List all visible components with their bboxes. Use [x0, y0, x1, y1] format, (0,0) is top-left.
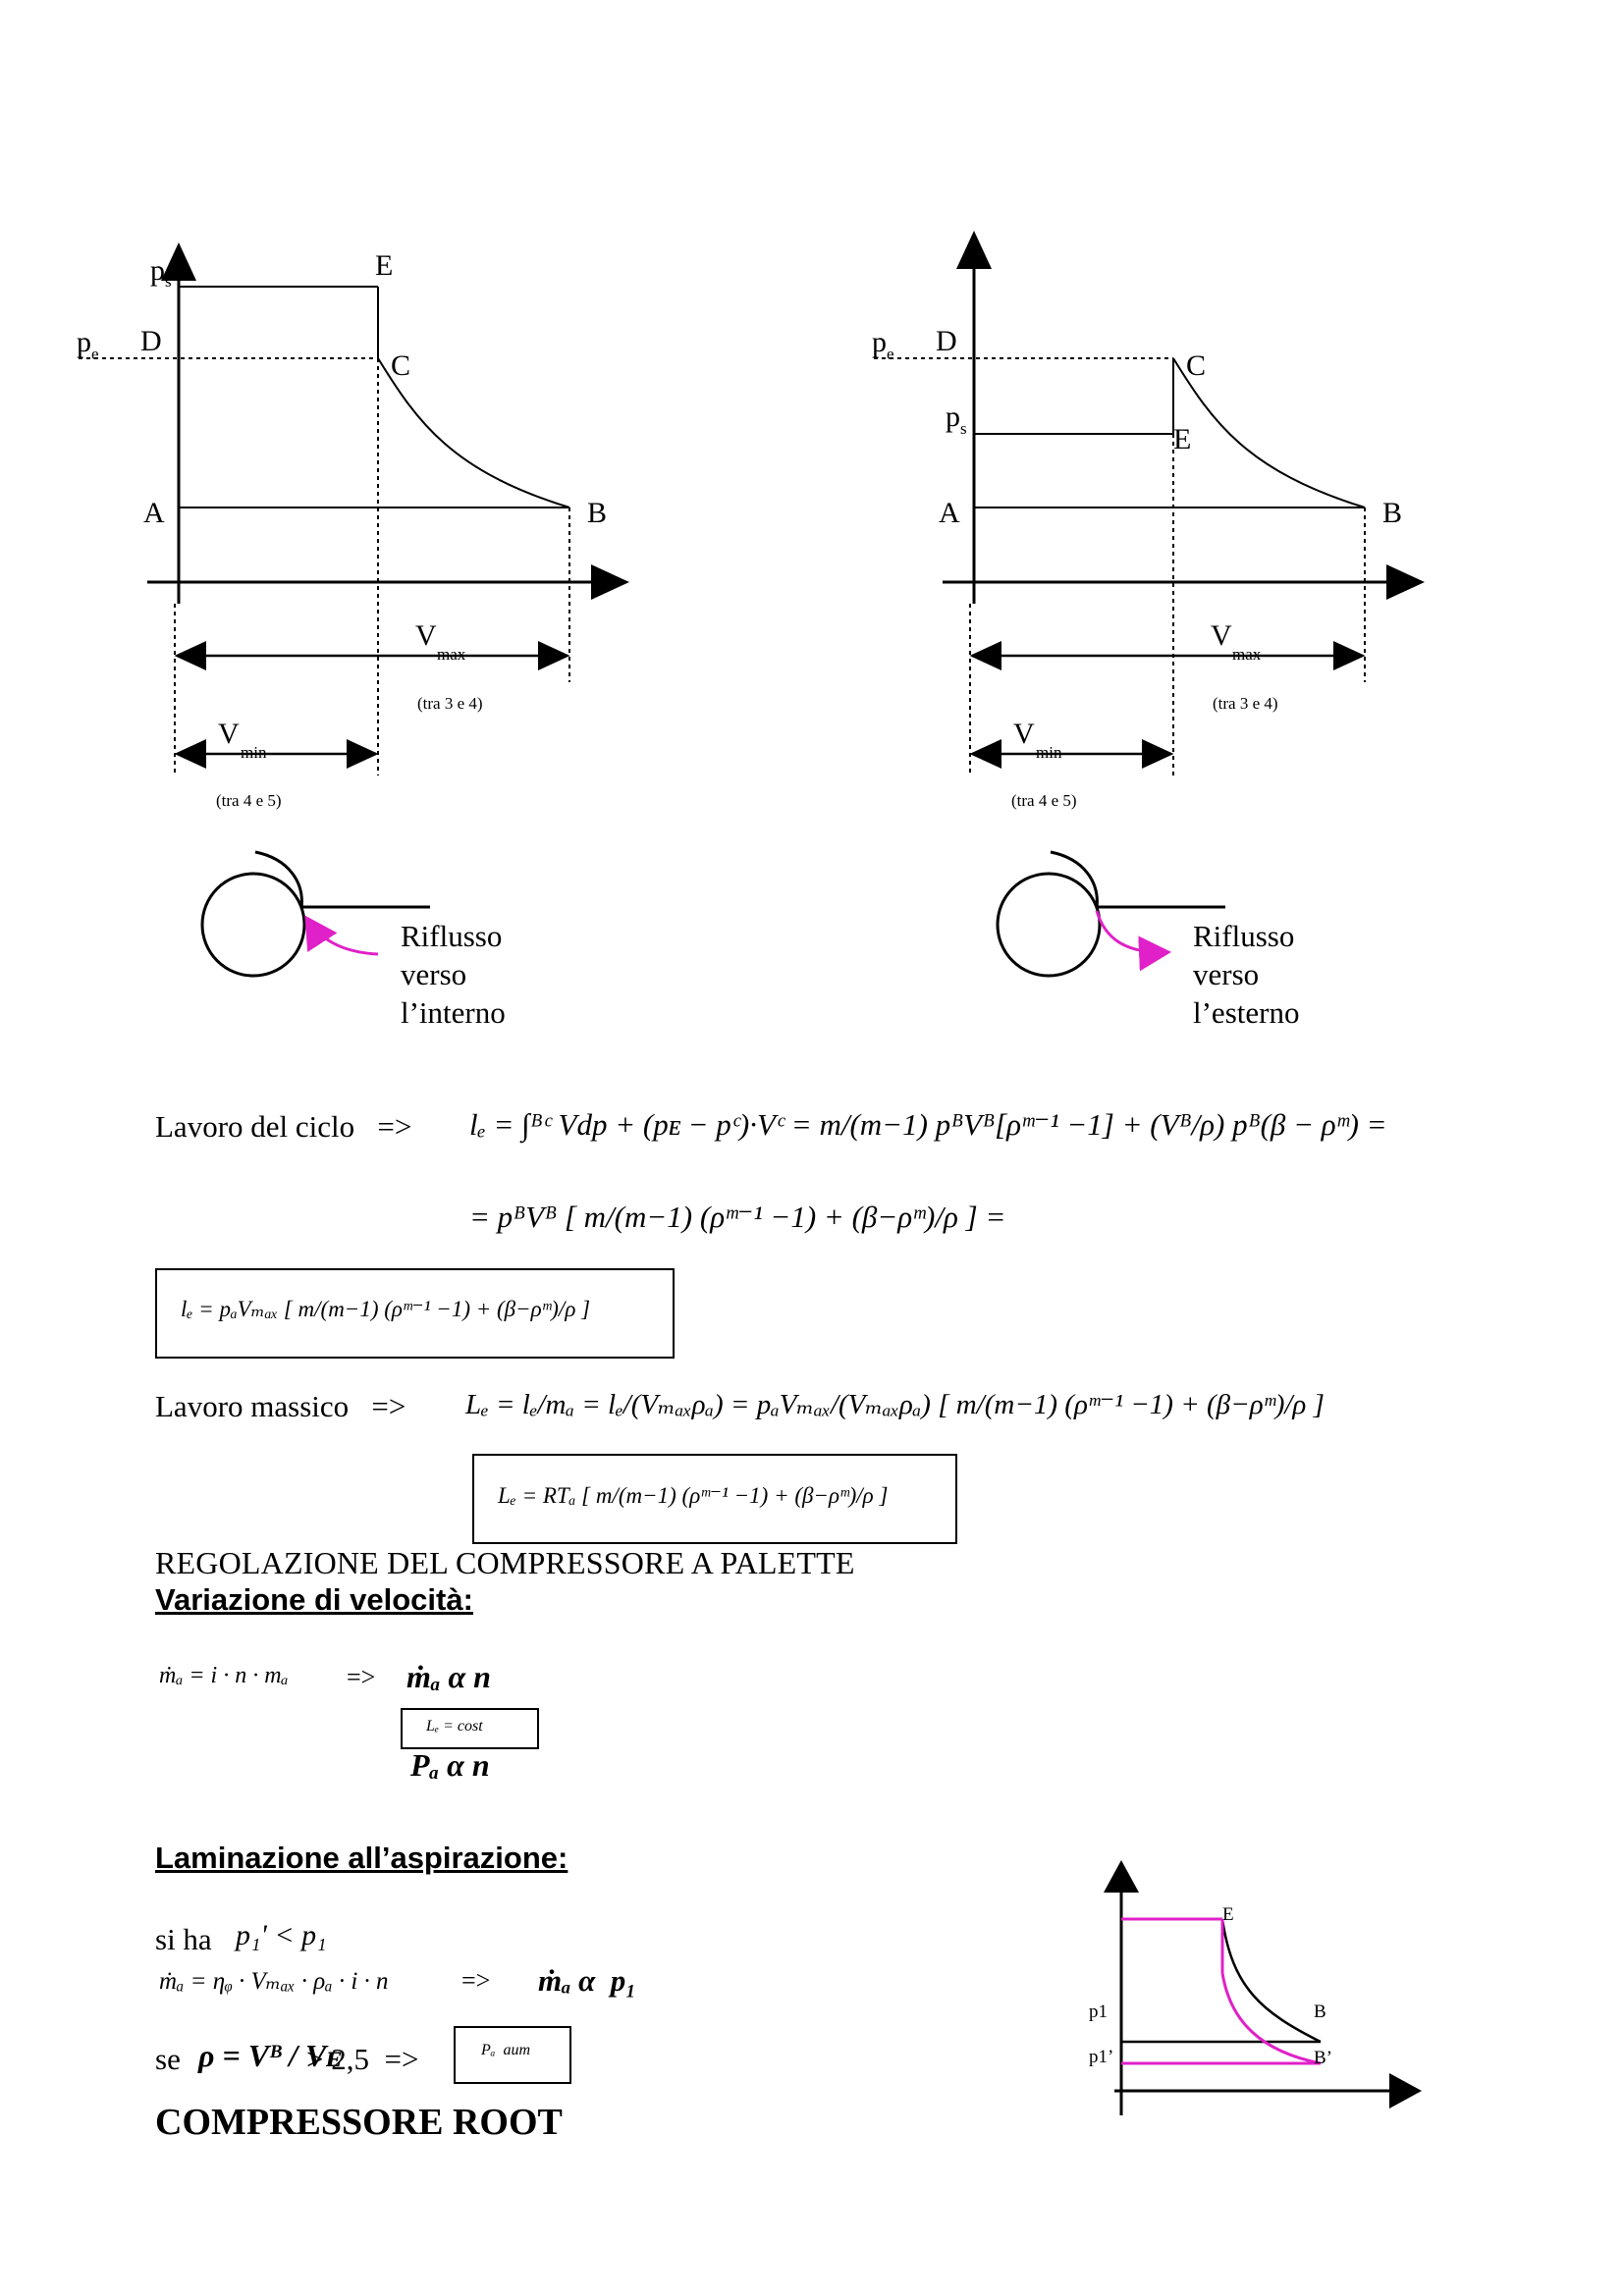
label-vmin: V [218, 718, 240, 750]
svg-text:p1’: p1’ [1089, 2047, 1114, 2067]
svg-text:e: e [887, 345, 894, 363]
lavoro-ciclo-eq1: lₑ = ∫ᴮᶜ Vdp + (pᴇ − pᶜ)·Vᶜ = m/(m−1) pᴮVᴮ[ρᵐ⁻¹ −1] + (Vᴮ/ρ) pᴮ(β − ρᵐ) = [469, 1107, 1387, 1142]
label-A: A [143, 497, 165, 529]
svg-text:min: min [241, 743, 267, 762]
svg-text:(tra 3 e 4): (tra 3 e 4) [1213, 694, 1278, 713]
label-pe: p [77, 326, 91, 358]
lavoro-ciclo-label: Lavoro del ciclo => [155, 1109, 412, 1144]
diagram-laminazione [1075, 1855, 1429, 2130]
caption-left: Riflusso verso l’interno [401, 919, 506, 1030]
diagram-left [39, 216, 648, 834]
svg-text:min: min [1036, 743, 1062, 762]
svg-text:E: E [1222, 1904, 1234, 1925]
label-B: B [587, 497, 608, 529]
svg-text:B’: B’ [1314, 2048, 1332, 2068]
svg-text:(tra 4 e 5): (tra 4 e 5) [1011, 791, 1077, 810]
boxed-formula-2: Lₑ = RTₐ [ m/(m−1) (ρᵐ⁻¹ −1) + (β−ρᵐ)/ρ ] [472, 1454, 957, 1544]
note-vmin: (tra 4 e 5) [216, 791, 282, 810]
label-D: D [140, 325, 162, 357]
laminazione-heading: Laminazione all’aspirazione: [155, 1841, 568, 1875]
svg-text:D: D [936, 325, 957, 357]
svg-text:V: V [1013, 718, 1035, 750]
note-vmax: (tra 3 e 4) [417, 694, 483, 713]
eq-laminazione: ṁₐ = ηᵩ · Vₘₐₓ · ρₐ · i · n [159, 1968, 389, 1995]
label-C: C [391, 349, 411, 382]
lavoro-massico-eq: Lₑ = lₑ/mₐ = lₑ/(Vₘₐₓρₐ) = pₐVₘₐₓ/(Vₘₐₓρₐ) [ m/(m−1) (ρᵐ⁻¹ −1) + (β−ρᵐ)/ρ ] [465, 1389, 1325, 1420]
lavoro-ciclo-eq2: = pᴮVᴮ [ m/(m−1) (ρᵐ⁻¹ −1) + (β−ρᵐ)/ρ ] = [469, 1200, 1006, 1234]
eq-mass-flow: ṁₐ = i · n · mₐ [159, 1663, 289, 1688]
svg-text:max: max [437, 645, 466, 664]
label-ps: p [150, 254, 165, 287]
svg-text:V: V [1211, 619, 1232, 652]
svg-text:E: E [1173, 423, 1192, 455]
diagram-right [835, 216, 1443, 834]
p1-relation: p₁' < p₁ [236, 1919, 327, 1951]
svg-text:C: C [1186, 349, 1207, 382]
svg-text:s: s [960, 419, 967, 438]
box-cost: Lₑ = cost [401, 1708, 539, 1749]
label-vmax: V [415, 619, 437, 652]
svg-text:A: A [939, 497, 960, 529]
svg-text:p: p [872, 326, 887, 358]
lavoro-massico-label: Lavoro massico => [155, 1389, 406, 1423]
prop-power-n: Pₐ α n [410, 1747, 490, 1783]
prop-mass-n: ṁₐ α n [406, 1659, 491, 1694]
svg-text:B: B [1314, 2002, 1326, 2022]
svg-text:p: p [946, 400, 960, 433]
rho-definition: ρ = Vᴮ / Vᴇ [198, 2038, 342, 2073]
svg-text:B: B [1382, 497, 1403, 529]
caption-right: Riflusso verso l’esterno [1193, 919, 1300, 1030]
svg-text:s: s [165, 272, 172, 291]
compressore-root-heading: COMPRESSORE ROOT [155, 2102, 563, 2143]
boxed-formula-1: lₑ = pₐVₘₐₓ [ m/(m−1) (ρᵐ⁻¹ −1) + (β−ρᵐ)/ρ ] [155, 1268, 675, 1359]
regolazione-title: REGOLAZIONE DEL COMPRESSORE A PALETTE [155, 1545, 855, 1580]
svg-text:e: e [91, 345, 99, 363]
svg-text:p1: p1 [1089, 2002, 1108, 2022]
svg-text:max: max [1232, 645, 1262, 664]
prop-lam: ṁₐ α p₁ [538, 1963, 637, 1998]
label-E: E [375, 249, 394, 282]
box-aum: Pₐ aum [454, 2026, 571, 2084]
variazione-velocita-heading: Variazione di velocità: [155, 1582, 473, 1617]
